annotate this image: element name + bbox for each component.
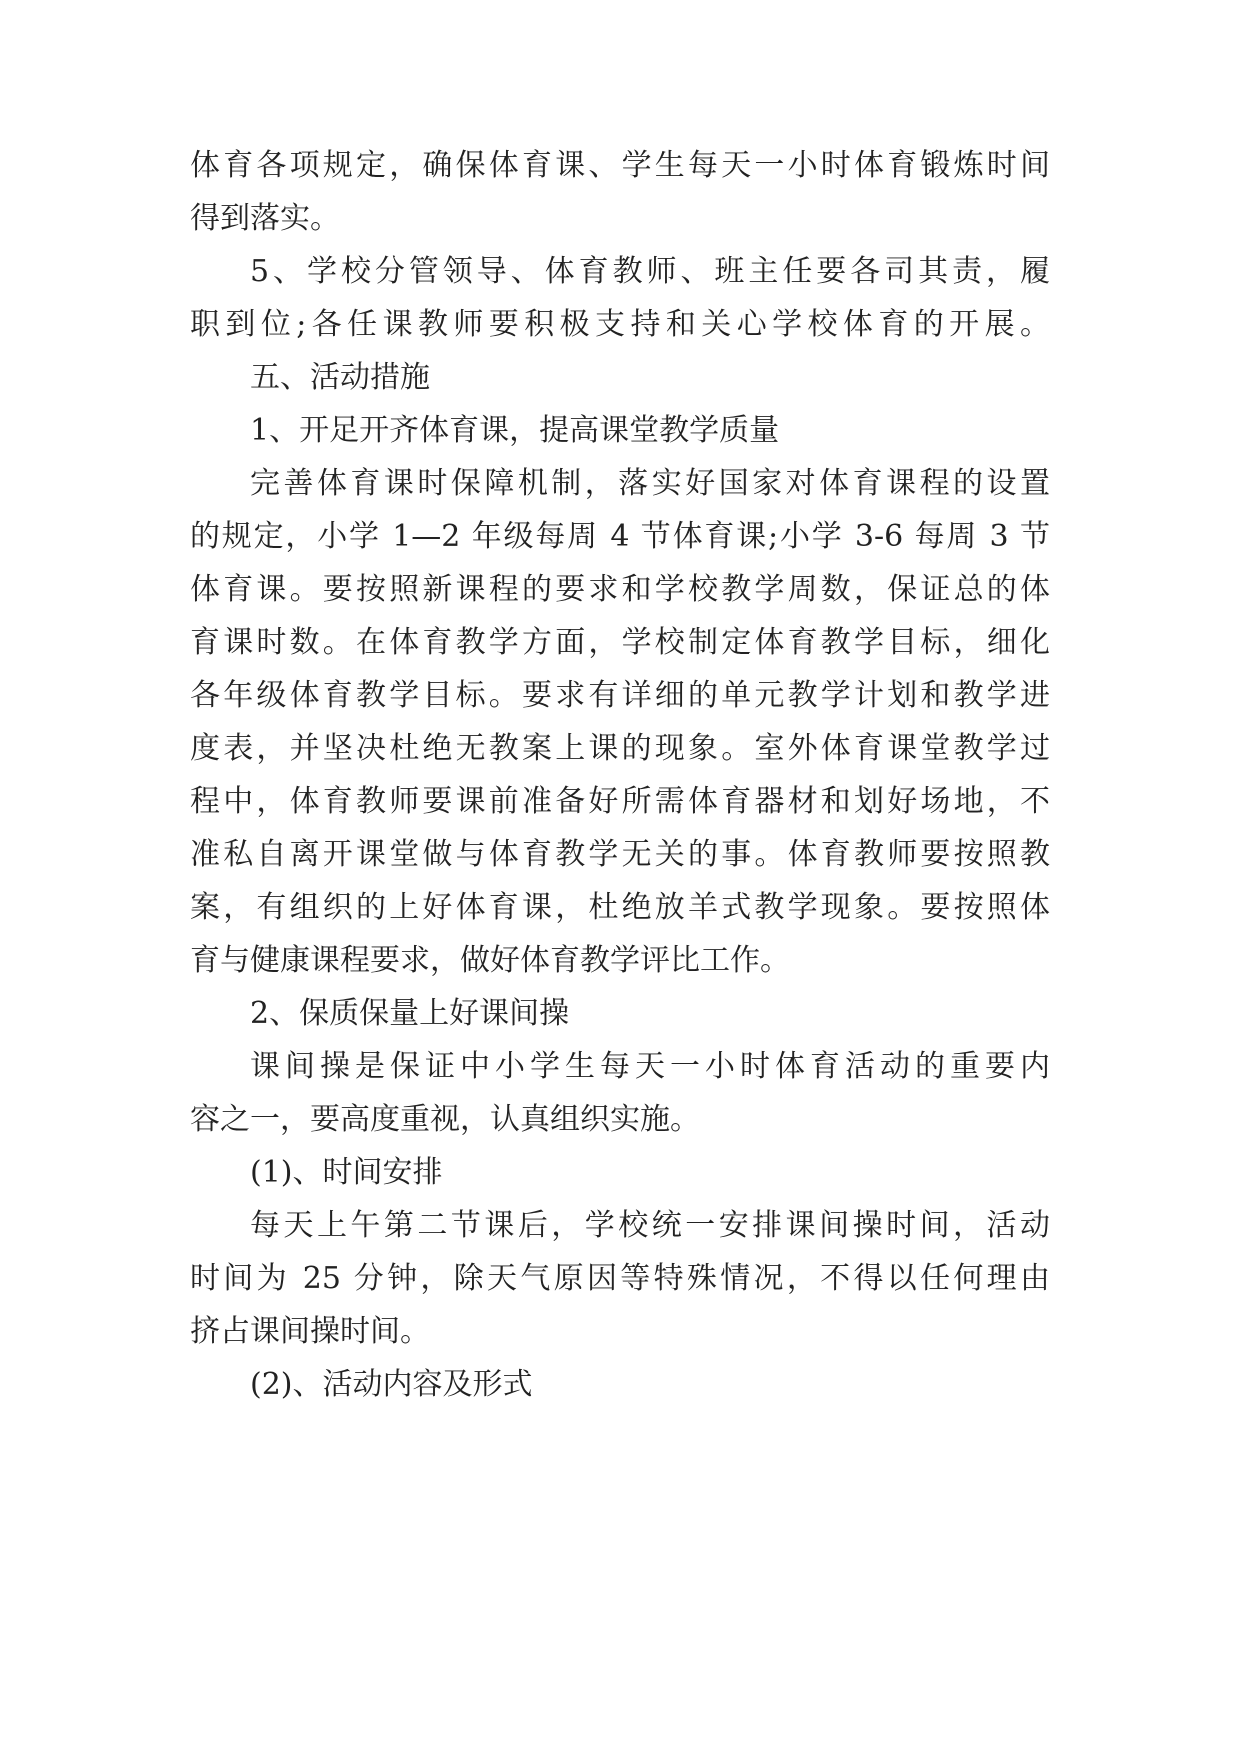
text-line: 每天上午第二节课后，学校统一安排课间操时间，活动: [250, 1208, 1050, 1243]
text-line: 程中，体育教师要课前准备好所需体育器材和划好场地，不: [190, 784, 1050, 819]
text-line: 体育各项规定，确保体育课、学生每天一小时体育锻炼时间: [190, 148, 1050, 183]
text-line: 育课时数。在体育教学方面，学校制定体育教学目标，细化: [190, 625, 1050, 660]
item-heading: (2)、活动内容及形式: [250, 1367, 533, 1402]
text-line: 度表，并坚决杜绝无教案上课的现象。室外体育课堂教学过: [190, 731, 1050, 766]
item-heading: (1)、时间安排: [250, 1155, 443, 1190]
text-line: 各年级体育教学目标。要求有详细的单元教学计划和教学进: [190, 678, 1050, 713]
text-line: 职到位;各任课教师要积极支持和关心学校体育的开展。: [190, 307, 1050, 342]
text-line: 育与健康课程要求，做好体育教学评比工作。: [190, 943, 790, 978]
text-line: 案，有组织的上好体育课，杜绝放羊式教学现象。要按照体: [190, 890, 1050, 925]
text-line: 完善体育课时保障机制，落实好国家对体育课程的设置: [250, 466, 1050, 501]
text-line: 时间为 25 分钟，除天气原因等特殊情况，不得以任何理由: [190, 1261, 1050, 1296]
text-line: 的规定，小学 1—2 年级每周 4 节体育课;小学 3-6 每周 3 节: [190, 519, 1050, 554]
text-line: 挤占课间操时间。: [190, 1314, 430, 1349]
subsection-heading: 1、开足开齐体育课，提高课堂教学质量: [250, 413, 780, 448]
section-heading: 五、活动措施: [250, 360, 430, 395]
text-line: 得到落实。: [190, 201, 340, 236]
text-line: 体育课。要按照新课程的要求和学校教学周数，保证总的体: [190, 572, 1050, 607]
text-line: 准私自离开课堂做与体育教学无关的事。体育教师要按照教: [190, 837, 1050, 872]
text-line: 容之一，要高度重视，认真组织实施。: [190, 1102, 700, 1137]
text-line: 5、学校分管领导、体育教师、班主任要各司其责，履: [250, 254, 1050, 289]
text-line: 课间操是保证中小学生每天一小时体育活动的重要内: [250, 1049, 1050, 1084]
subsection-heading: 2、保质保量上好课间操: [250, 996, 570, 1031]
